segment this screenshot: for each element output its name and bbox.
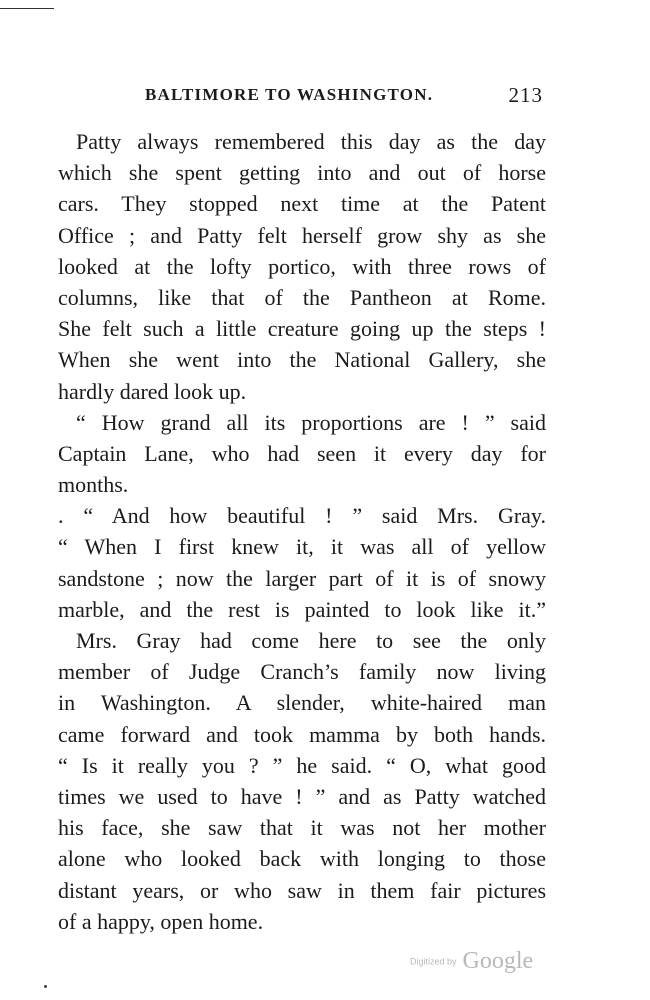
text-line: “ Is it really you ? ” he said. “ O, what good [58,752,546,778]
text-line: looked at the lofty portico, with three rows of [58,253,546,279]
text-line: columns, like that of the Pantheon at Rome. [58,284,546,310]
text-line: . “ And how beautiful ! ” said Mrs. Gray. [58,503,546,529]
text-line: member of Judge Cranch’s family now living [58,659,546,685]
text-line: cars. They stopped next time at the Patent [58,191,546,217]
text-line: in Washington. A slender, white-haired man [58,690,546,716]
text-line: came forward and took mamma by both hands. [58,721,546,747]
watermark-prefix: Digitized by [410,956,457,967]
text-line: which she spent getting into and out of horse [58,160,546,186]
text-line: Captain Lane, who had seen it every day for [58,440,546,466]
text-line: hardly dared look up. [58,378,247,404]
page-number: 213 [508,83,543,107]
running-title: BALTIMORE TO WASHINGTON. [145,85,434,104]
text-line: alone who looked back with longing to those [58,846,546,872]
text-line: Patty always remembered this day as the day [76,129,546,154]
top-edge-rule [0,8,54,9]
text-line: times we used to have ! ” and as Patty watched [58,783,546,809]
text-line: of a happy, open home. [58,908,264,934]
page-speck [44,985,47,988]
text-line: sandstone ; now the larger part of it is of snowy [58,565,546,591]
digitization-watermark [410,948,550,978]
page-body [58,126,546,937]
text-line: distant years, or who saw in them fair pictures [58,877,546,903]
text-line: When she went into the National Gallery, she [58,347,546,373]
text-line: “ When I first knew it, it was all of yellow [58,534,546,560]
text-line: Mrs. Gray had come here to see the only [76,628,546,653]
text-line: Office ; and Patty felt herself grow shy as she [58,222,546,248]
watermark-brand: Google [462,948,534,974]
running-header [145,83,545,111]
text-line: “ How grand all its proportions are ! ” said [76,409,546,435]
text-line: months. [58,472,129,498]
text-line: his face, she saw that it was not her mother [58,815,546,841]
text-line: marble, and the rest is painted to look like it.” [58,596,546,622]
text-line: She felt such a little creature going up the steps ! [58,316,546,342]
